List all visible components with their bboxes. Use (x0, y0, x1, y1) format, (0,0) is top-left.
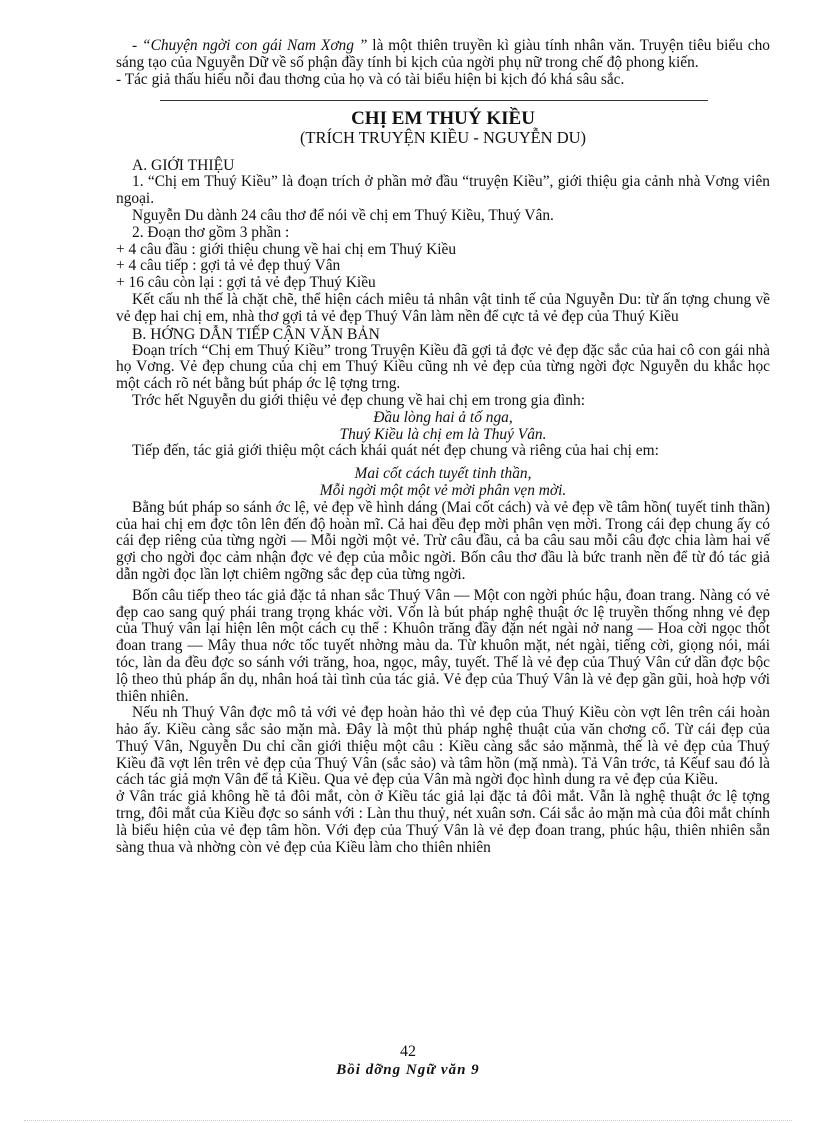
section-b-paragraph-6: Nếu nh Thuý Vân đợc mô tả với vẻ đẹp hoàn hảo thì vẻ đẹp của Thuý Kiều còn vợt lên trên cái hoàn hảo ấy. Kiều càng sắc sảo mặn mà. Đây là một thủ pháp nghệ thuật của văn chơng cổ. Từ cái đẹp của Thuý Vân, Nguyễn Du chỉ cần giới thiệu một câu : Kiều càng sắc sảo mặnmà, thế là vẻ đẹp của Thuý Kiều đã vợt lên trên vẻ đẹp của Thuý Vân (sắc sảo) và tâm hồn (mặ nmà). Tả Vân trớc, tả Kếuf sau đó là cách tác giả mợn Vân để tả Kiều. Qua vẻ đẹp của Vân mà ngời đọc hình dung ra vẻ đẹp của Kiều. (116, 704, 770, 789)
bottom-dotted-line (24, 1120, 792, 1121)
section-a-heading: A. GIỚI THIỆU (132, 157, 235, 175)
page-title: CHỊ EM THUÝ KIỀU (351, 108, 535, 130)
story-title-quote: - “Chuyện ngời con gái Nam Xơng ” (132, 37, 368, 54)
section-a-line-3: 2. Đoạn thơ gồm 3 phần : (132, 223, 290, 241)
section-b-paragraph-3: Tiếp đến, tác giả giới thiệu một cách khái quát nét đẹp chung và riêng của hai chị em: (132, 442, 659, 460)
page-footer: Bồi dỡng Ngữ văn 9 (336, 1062, 480, 1078)
intro-paragraph-1-text: là một thiên truyền kì giàu tính nhân văn. Truyện tiêu biểu cho sáng tạo của Nguyễn Dữ về số phận đầy tính bi kịch của ngời phụ nữ trong chế độ phong kiến. (116, 37, 771, 71)
section-a-line-2: Nguyễn Du dành 24 câu thơ để nói về chị em Thuý Kiều, Thuý Vân. (132, 206, 554, 224)
page-number: 42 (400, 1043, 416, 1060)
page-subtitle: (TRÍCH TRUYỆN KIỀU - NGUYỄN DU) (299, 128, 587, 148)
section-b-paragraph-5: Bốn câu tiếp theo tác giả đặc tả nhan sắc Thuý Vân — Một con ngời phúc hậu, đoan trang. Nàng có vẻ đẹp cao sang quý phái trang trọng khác vời. Vốn là bút pháp nghệ thuật ớc lệ truyền thống nhng vẻ đẹp của Thuý vân lại hiện lên một cách cụ thể : Khuôn trăng đầy đặn nét ngài nở nang — Hoa cời ngọc thốt đoan trang — Mây thua nớc tốc tuyết nhờng màu da. Từ khuôn mặt, nét ngài, tiếng cời, giọng nói, mái tóc, làn da đều đợc so sánh với trăng, hoa, ngọc, mây, tuyết. Thế là vẻ đẹp của Thuý Vân cứ dần đợc bộc lộ theo thủ pháp ẩn dụ, nhân hoá tài tình của tác giả. Vẻ đẹp của Thuý Vân là vẻ đẹp gần gũi, hoà hợp với thiên nhiên. (116, 586, 770, 705)
intro-paragraph-2: - Tác giả thấu hiểu nỗi đau thơng của họ và có tài biểu hiện bi kịch đó khá sâu sắc. (116, 70, 625, 88)
verse-line: Mỗi ngời một một vẻ mời phân vẹn mời. (319, 481, 567, 499)
verse-line: Đầu lòng hai ả tố nga, (373, 408, 513, 426)
section-b-paragraph-4: Bằng bút pháp so sánh ớc lệ, vẻ đẹp về hình dáng (Mai cốt cách) và vẻ đẹp về tâm hồn( tuyết tinh thần) của hai chị em đợc tôn lên đến độ hoàn mĩ. Cả hai đều đẹp mời phân vẹn mời. Trong cái đẹp chung ấy có cái đẹp riêng của từng ngời — Mỗi ngời một vẻ. Trừ câu đầu, cả ba câu sau mỗi câu đợc chia làm hai vế gợi cho ngời đọc cảm nhận đợc vẻ đẹp của mỗic ngời. Bốn câu thơ đầu là bức tranh nền để từ đó tác giả dẫn ngời đọc lần lợt chiêm ngỡng sắc đẹp của từng ngời. (116, 498, 770, 583)
section-divider (160, 100, 708, 101)
verse-line: Mai cốt cách tuyết tinh thần, (354, 465, 532, 483)
section-a-line-6: + 16 câu còn lại : gợi tả vẻ đẹp Thuý Kiều (116, 274, 376, 292)
verse-line: Thuý Kiều là chị em là Thuý Vân. (339, 425, 547, 443)
document-page (116, 38, 770, 856)
section-b-heading: B. HỚNG DẪN TIẾP CẬN VĂN BẢN (132, 325, 380, 343)
section-b-paragraph-2: Trớc hết Nguyễn du giới thiệu vẻ đẹp chung về hai chị em trong gia đình: (132, 391, 585, 409)
section-b-paragraph-1: Đoạn trích “Chị em Thuý Kiều” trong Truyện Kiều đã gợi tả đợc vẻ đẹp đặc sắc của hai cô con gái nhà họ Vơng. Vẻ đẹp chung của chị em Thuý Kiều cũng nh vẻ đẹp của từng ngời đợc Nguyễn du khắc học một cách rõ nét bằng bút pháp ớc lệ tợng trng. (116, 341, 770, 393)
section-a-line-7: Kết cấu nh thế là chặt chẽ, thể hiện cách miêu tả nhân vật tinh tế của Nguyễn Du: từ ấn tợng chung về vẻ đẹp hai chị em, nhà thơ gợi tả vẻ đẹp Thuý Vân làm nền để cực tả vẻ đẹp của Thuý Kiều (116, 290, 770, 325)
section-a-line-1: 1. “Chị em Thuý Kiều” là đoạn trích ở phần mở đầu “truyện Kiều”, giới thiệu gia cảnh nhà Vơng viên ngoại. (116, 173, 770, 208)
section-a-line-5: + 4 câu tiếp : gợi tả vẻ đẹp thuý Vân (116, 257, 341, 275)
section-a-line-4: + 4 câu đầu : giới thiệu chung về hai chị em Thuý Kiều (116, 240, 457, 258)
intro-paragraph-1 (116, 38, 770, 72)
section-b-paragraph-7: ở Vân trác giả không hề tả đôi mắt, còn ở Kiều tác giả lại đặc tả đôi mắt. Vẫn là nghệ thuật ớc lệ tợng trng, đôi mắt của Kiều đợc so sánh với : Làn thu thuỷ, nét xuân sơn. Cái sắc ảo mặn mà của đôi mắt chính là biểu hiện của vẻ đẹp tâm hồn. Với đẹp của Thuý Vân là vẻ đẹp đoan trang, phúc hậu, thiên nhiên sẵn sàng thua và nhờng còn vẻ đẹp của Kiều làm cho thiên nhiên (116, 788, 770, 856)
